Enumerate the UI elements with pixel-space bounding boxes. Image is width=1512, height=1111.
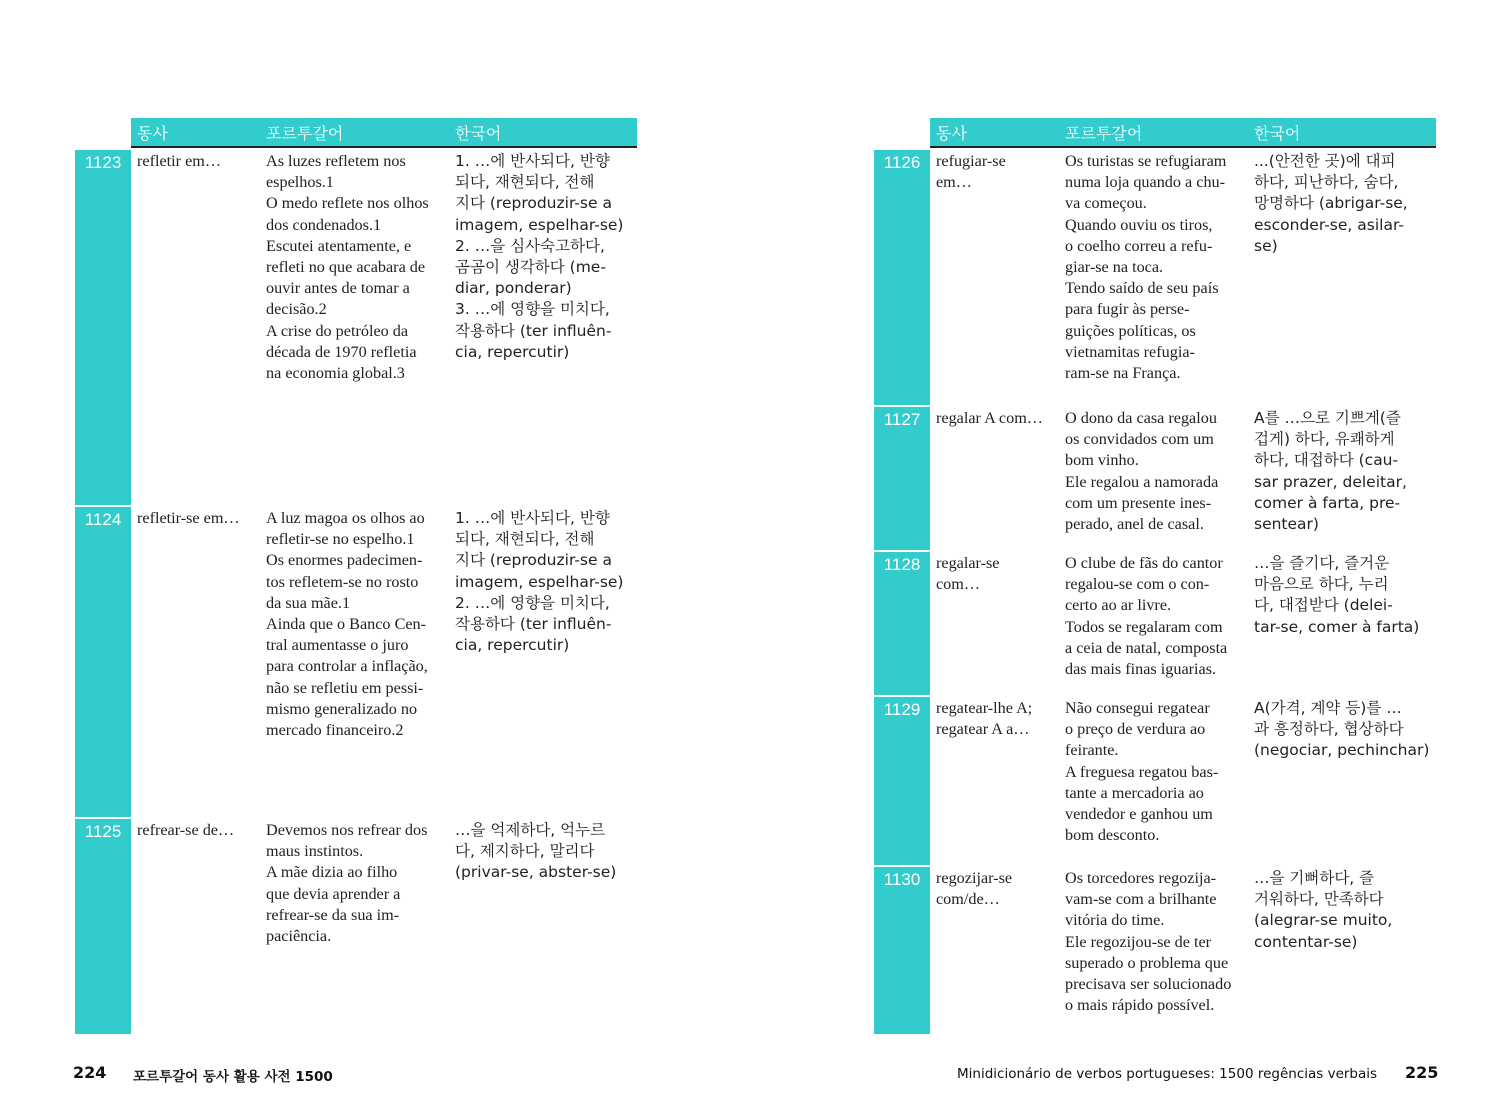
entry-verb: refrear-se de… [137, 821, 235, 839]
entry-number: 1127 [874, 407, 930, 550]
entry-row [874, 697, 1436, 865]
entry-verb: refugiar-se em… [936, 152, 1006, 192]
entry-number: 1126 [874, 150, 930, 405]
entry-row [75, 507, 637, 817]
entry-row [874, 552, 1436, 695]
entry-verb: regalar A com… [936, 409, 1043, 427]
left-page-number: 224 [73, 1063, 107, 1082]
entry-portuguese-examples: Os torcedores regozija- vam-se com a brilhante vitória do time. Ele regozijou-se de ter superado o problema que precisava ser solucionado o mais rápido possível. [1065, 869, 1232, 1015]
entry-korean-meaning: 1. …에 반사되다, 반향 되다, 재현되다, 전해 지다 (reproduzir-se a imagem, espelhar-se) 2. …에 영향을 미치다, 작용하다 (ter influên- cia, repercutir) [455, 509, 624, 655]
header-portuguese: 포르투갈어 [1065, 124, 1143, 143]
entry-verb: refletir-se em… [137, 509, 240, 527]
entry-korean-meaning: …을 기뻐하다, 즐 거워하다, 만족하다 (alegrar-se muito, contentar-se) [1254, 869, 1393, 951]
entry-korean-meaning: A를 …으로 기쁘게(즐 겁게) 하다, 유쾌하게 하다, 대접하다 (cau- sar prazer, deleitar, comer à farta, pre- sentear) [1254, 409, 1407, 534]
entry-korean-meaning: …을 억제하다, 억누르 다, 제지하다, 말리다 (privar-se, abster-se) [455, 821, 617, 882]
entry-number: 1130 [874, 867, 930, 1034]
entry-number: 1123 [75, 150, 131, 505]
entry-portuguese-examples: O dono da casa regalou os convidados com um bom vinho. Ele regalou a namorada com um presente ines- perado, anel de casal. [1065, 409, 1219, 534]
table-header [930, 118, 1436, 148]
left-running-title: 포르투갈어 동사 활용 사전 1500 [133, 1069, 333, 1085]
left-page-table [75, 118, 637, 1034]
entry-number: 1125 [75, 819, 131, 1034]
entry-portuguese-examples: A luz magoa os olhos ao refletir-se no espelho.1 Os enormes padecimen- tos refletem-se no rosto da sua mãe.1 Ainda que o Banco Cen- tral aumentasse o juro para controlar a inflação, não se refletiu em pessi- mismo generalizado no mercado financeiro.2 [266, 509, 428, 740]
entry-portuguese-examples: Os turistas se refugiaram numa loja quando a chu- va começou. Quando ouviu os tiros, o coelho correu a refu- giar-se na toca. Tendo saído de seu país para fugir às perse- guições políticas, os vietnamitas refugia- ram-se na França. [1065, 152, 1227, 383]
entry-verb: regatear-lhe A; regatear A a… [936, 699, 1033, 739]
header-portuguese: 포르투갈어 [266, 124, 344, 143]
entry-row [75, 819, 637, 1034]
entry-number: 1129 [874, 697, 930, 865]
entry-verb: refletir em… [137, 152, 222, 170]
header-verb: 동사 [137, 124, 168, 143]
entry-korean-meaning: …을 즐기다, 즐거운 마음으로 하다, 누리 다, 대접받다 (delei- tar-se, comer à farta) [1254, 554, 1420, 636]
entry-row [874, 150, 1436, 405]
entry-number: 1128 [874, 552, 930, 695]
entry-portuguese-examples: O clube de fãs do cantor regalou-se com o con- certo ao ar livre. Todos se regalaram com a ceia de natal, composta das mais finas iguarias. [1065, 554, 1228, 679]
entry-verb: regozijar-se com/de… [936, 869, 1013, 909]
entry-portuguese-examples: Não consegui regatear o preço de verdura ao feirante. A freguesa regatou bas- tante a mercadoria ao vendedor e ganhou um bom desconto. [1065, 699, 1219, 845]
right-running-title: Minidicionário de verbos portugueses: 1500 regências verbais [957, 1066, 1378, 1082]
right-page-number: 225 [1405, 1063, 1439, 1082]
entry-korean-meaning: ...(안전한 곳)에 대피 하다, 피난하다, 숨다, 망명하다 (abrigar-se, esconder-se, asilar- se) [1254, 152, 1408, 255]
entry-verb: regalar-se com… [936, 554, 1000, 594]
entry-row [874, 867, 1436, 1034]
header-korean: 한국어 [455, 124, 502, 143]
entry-korean-meaning: 1. …에 반사되다, 반향 되다, 재현되다, 전해 지다 (reproduzir-se a imagem, espelhar-se) 2. …을 심사숙고하다, 곰곰이 생각하다 (me- diar, ponderar) 3. …에 영향을 미치다, 작용하다 (ter influên- cia, repercutir) [455, 152, 624, 361]
entry-number: 1124 [75, 507, 131, 817]
header-korean: 한국어 [1254, 124, 1301, 143]
right-page-table [874, 118, 1436, 1034]
entry-row [874, 407, 1436, 550]
entry-portuguese-examples: Devemos nos refrear dos maus instintos. A mãe dizia ao filho que devia aprender a refrear-se da sua im- paciência. [266, 821, 428, 946]
entry-row [75, 150, 637, 505]
entry-korean-meaning: A(가격, 계약 등)를 … 과 흥정하다, 협상하다 (negociar, pechinchar) [1254, 699, 1430, 760]
entry-portuguese-examples: As luzes refletem nos espelhos.1 O medo reflete nos olhos dos condenados.1 Escutei atentamente, e refleti no que acabara de ouvir antes de tomar a decisão.2 A crise do petróleo da década de 1970 refletia na economia global.3 [266, 152, 429, 383]
header-verb: 동사 [936, 124, 967, 143]
table-header [131, 118, 637, 148]
